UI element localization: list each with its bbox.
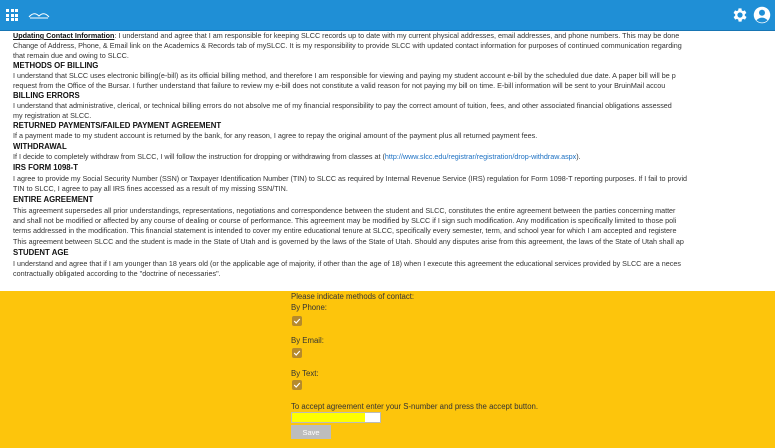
billing-heading: METHODS OF BILLING: [13, 61, 99, 70]
terms-line: Updating Contact Information: I understand and agree that I am responsible for keeping SLCC records up to date with my current physical addresses, email addresses, and phone numbers. This may be done: [13, 31, 680, 40]
terms-line: TIN to SLCC, I agree to pay all IRS fines accessed as a result of my missing SSN/TIN.: [13, 184, 288, 193]
phone-label: By Phone:: [291, 303, 327, 312]
terms-content: [0, 31, 775, 291]
user-icon[interactable]: [753, 6, 771, 24]
phone-checkbox[interactable]: [292, 316, 302, 326]
irs-form-heading: IRS FORM 1098-T: [13, 163, 78, 172]
save-button[interactable]: Save: [291, 425, 331, 439]
entire-agreement-heading: ENTIRE AGREEMENT: [13, 195, 94, 204]
s-number-highlight: [292, 413, 365, 422]
accept-prompt: To accept agreement enter your S-number and press the accept button.: [291, 402, 539, 411]
terms-line: terms addressed in the modification. This financial statement is intended to cover my entire educational tenure at SLCC, specifically every semester, term, and school year for which I am accepted and registere: [13, 226, 677, 235]
slcc-logo[interactable]: [27, 9, 51, 21]
terms-line: contractually obligated according to the "doctrine of necessaries".: [13, 269, 221, 278]
checkmark-icon: [293, 381, 301, 389]
student-age-heading: STUDENT AGE: [13, 248, 69, 257]
withdrawal-heading: WITHDRAWAL: [13, 142, 67, 151]
terms-line: that remain due and owing to SLCC.: [13, 51, 129, 60]
top-bar: [0, 0, 775, 31]
checkmark-icon: [293, 349, 301, 357]
email-label: By Email:: [291, 336, 324, 345]
contact-methods-title: Please indicate methods of contact:: [291, 292, 415, 301]
contact-info-heading: Updating Contact Information: [13, 31, 115, 40]
terms-line: Change of Address, Phone, & Email link on the Academics & Records tab of mySLCC. It is my responsibility to provide SLCC with updated contact information for purposes of continued communication regarding: [13, 41, 682, 50]
terms-line: If I decide to completely withdraw from SLCC, I will follow the instruction for dropping or withdrawing from classes at (http://www.slcc.edu/registrar/registration/drop-withdraw.aspx).: [13, 152, 581, 161]
checkmark-icon: [293, 317, 301, 325]
email-checkbox[interactable]: [292, 348, 302, 358]
terms-line: If a payment made to my student account is returned by the bank, for any reason, I agree to repay the original amount of the payment plus all returned payment fees.: [13, 131, 538, 140]
returned-payments-heading: RETURNED PAYMENTS/FAILED PAYMENT AGREEMENT: [13, 121, 222, 130]
terms-line: I understand that administrative, clerical, or technical billing errors do not absolve me of my financial responsibility to pay the correct amount of tuition, fees, and other associated financial obligations assessed: [13, 101, 672, 110]
text-checkbox[interactable]: [292, 380, 302, 390]
terms-line: I agree to provide my Social Security Number (SSN) or Taxpayer Identification Number (TIN) to SLCC as required by Internal Revenue Service (IRS) regulation for Form 1098-T reporting purposes. If I fail to provid: [13, 174, 688, 183]
terms-line: I understand and agree that if I am younger than 18 years old (or the applicable age of majority, if other than the age of 18) when I execute this agreement the educational services provided by SLCC are a neces: [13, 259, 681, 268]
terms-line: request from the Office of the Bursar. I further understand that failure to review my e-bill does not constitute a valid reason for not paying my bill on time. E-bill information will be sent to your BruinMail accou: [13, 81, 666, 90]
terms-line: I understand that SLCC uses electronic billing(e-bill) as its official billing method, and therefore I am responsible for viewing and paying my student account e-bill by the scheduled due date. A paper bill will be p: [13, 71, 676, 80]
terms-line: my registration at SLCC.: [13, 111, 92, 120]
terms-line: and shall not be modified or affected by any course of dealing or course of performance. This agreement may be modified by SLCC if I sign such modification. Any modification is specifically limited to those poli: [13, 216, 677, 225]
billing-errors-heading: BILLING ERRORS: [13, 91, 80, 100]
gear-icon[interactable]: [731, 6, 749, 24]
contact-panel: [0, 291, 775, 448]
terms-line: This agreement supersedes all prior understandings, representations, negotiations and correspondence between the student and SLCC, constitutes the entire agreement between the parties concerning matter: [13, 206, 676, 215]
text-label: By Text:: [291, 369, 319, 378]
terms-line: This agreement between SLCC and the student is made in the State of Utah and is governed by the laws of the State of Utah. Should any disputes arise from this agreement, the laws of the State of Utah shall ap: [13, 237, 684, 246]
withdraw-link[interactable]: http://www.slcc.edu/registrar/registration/drop-withdraw.aspx: [384, 152, 577, 161]
grid-menu-icon[interactable]: [6, 9, 18, 21]
